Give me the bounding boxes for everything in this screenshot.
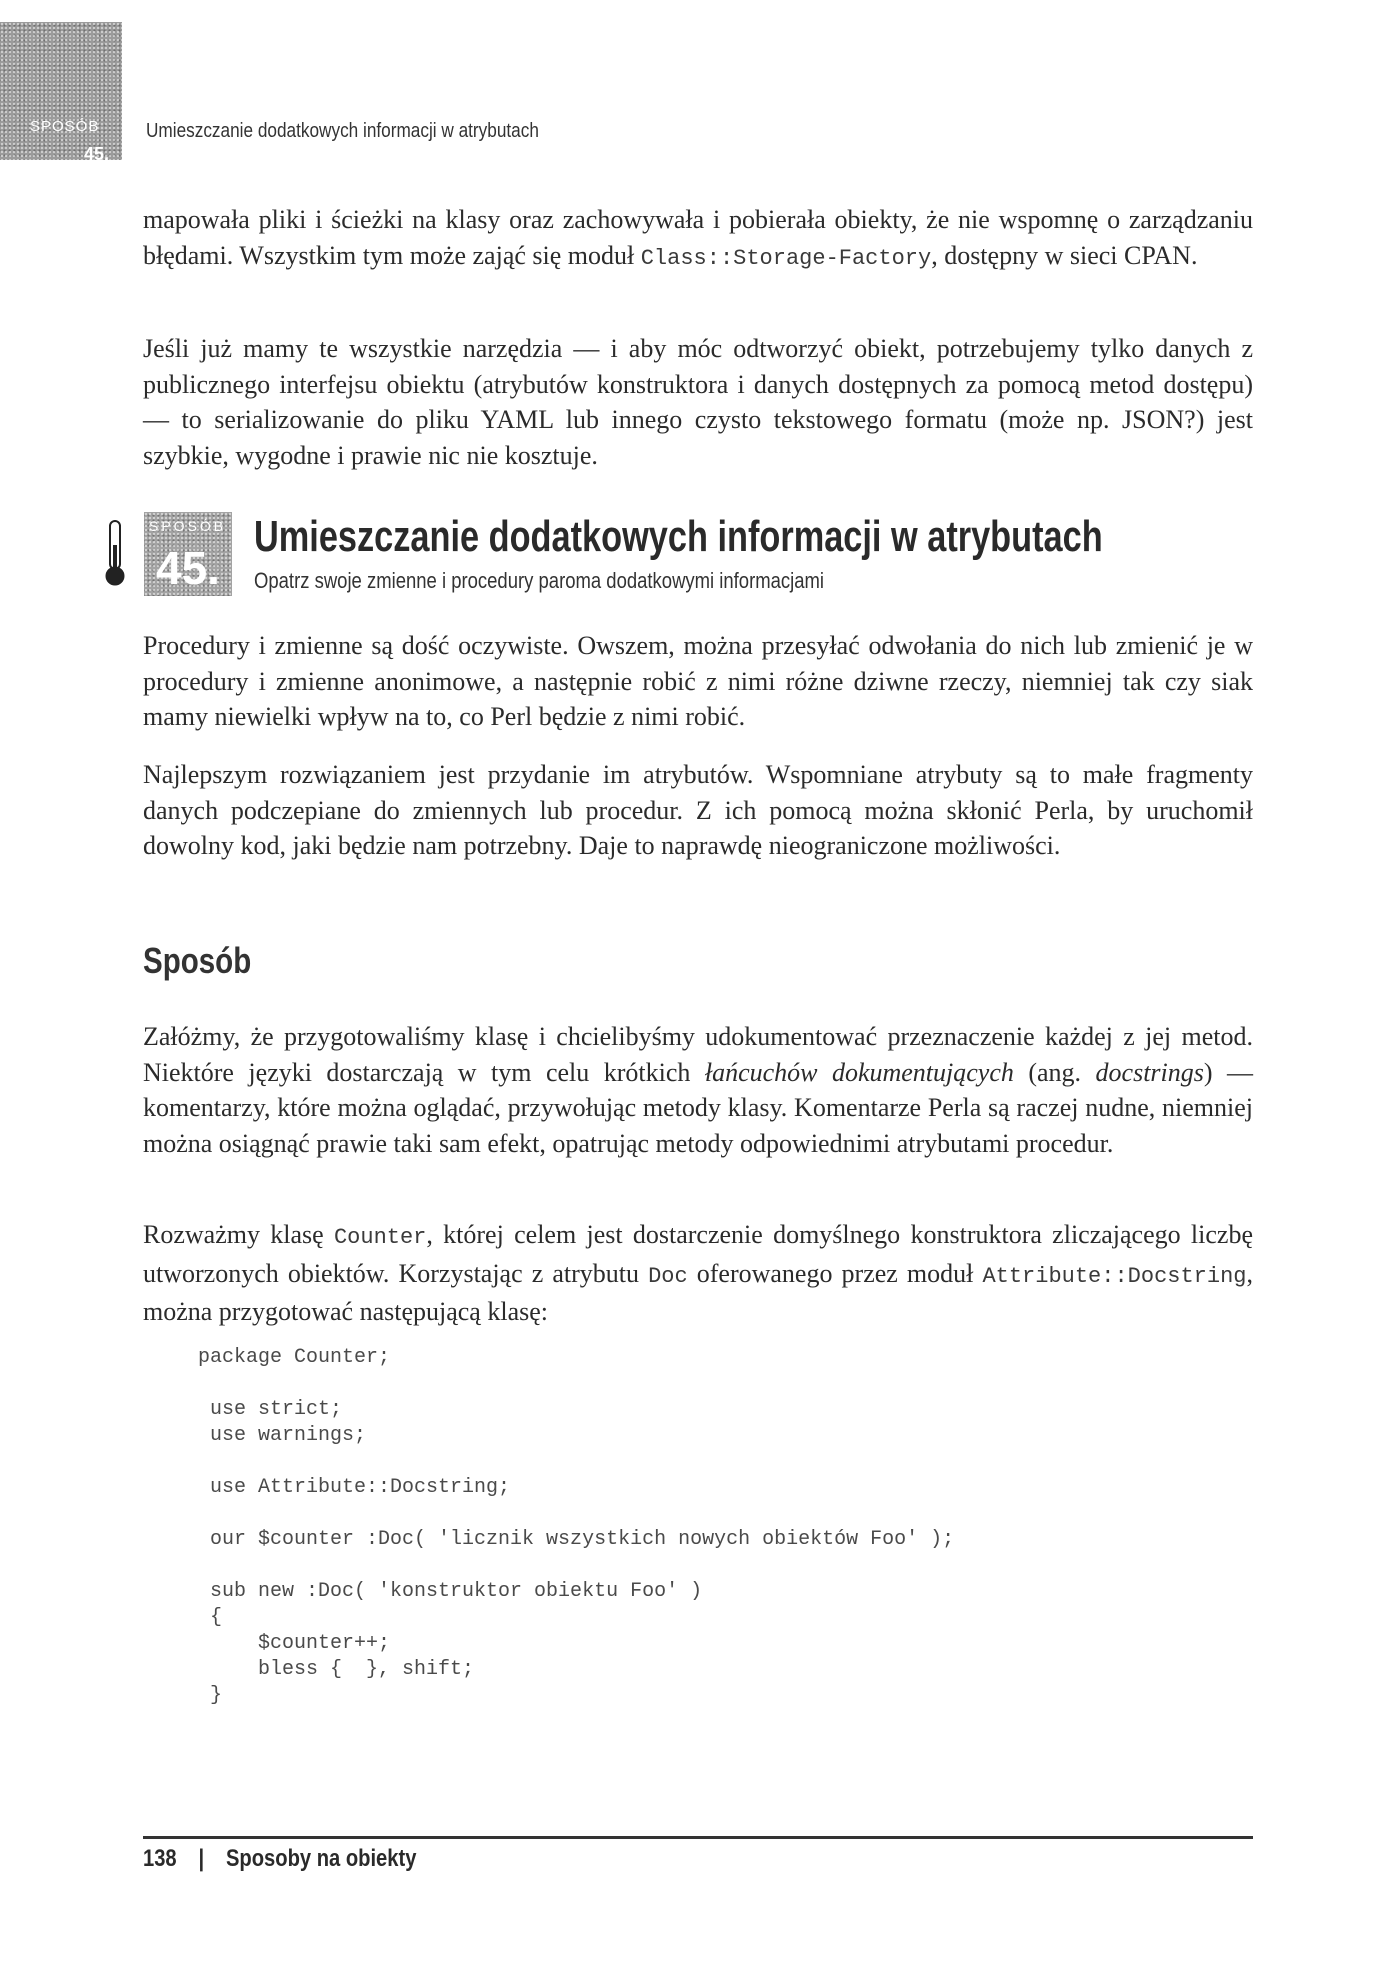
code-line: bless { }, shift; bbox=[198, 1658, 475, 1681]
inline-code: Attribute::Docstring bbox=[982, 1263, 1247, 1289]
hack-badge bbox=[144, 512, 232, 596]
thermometer-icon bbox=[104, 519, 126, 587]
italic-term: łańcuchów dokumentujących bbox=[704, 1057, 1014, 1087]
tab-number: 45. bbox=[84, 144, 110, 164]
code-line: $counter++; bbox=[198, 1632, 391, 1655]
code-line bbox=[198, 1553, 954, 1579]
code-line: use Attribute::Docstring; bbox=[198, 1476, 511, 1499]
body-paragraph-2: Najlepszym rozwiązaniem jest przydanie im atrybutów. Wspomniane atrybuty są to małe fragmenty danych podczepiane do zmiennych lub procedur. Z ich pomocą można skłonić Perla, by uruchomił dowolny kod, jaki będzie nam potrzebny. Daje to naprawdę nieograniczone możliwości. bbox=[143, 760, 1253, 860]
running-title: Umieszczanie dodatkowych informacji w atrybutach bbox=[146, 120, 539, 142]
code-line: use warnings; bbox=[198, 1424, 367, 1447]
code-line: } bbox=[198, 1684, 223, 1707]
italic-term: docstrings bbox=[1095, 1057, 1204, 1087]
section-heading: Sposób bbox=[143, 940, 252, 981]
section-paragraph-2: Rozważmy klasę Counter, której celem jest dostarczenie domyślnego konstruktora zliczającego liczbę utworzonych obiektów. Korzystając z atrybutu Doc oferowanego przez moduł Attribute::Docstring, można przygotować następującą klasę: bbox=[143, 1220, 1253, 1326]
book-title: Sposoby na obiekty bbox=[225, 1845, 417, 1872]
section-paragraph-1: Załóżmy, że przygotowaliśmy klasę i chcielibyśmy udokumentować przeznaczenie każdej z jej metod. Niektóre języki dostarczają w tym celu krótkich łańcuchów dokumentujących (ang. docstrings) — komentarzy, które można oglądać, przywołując metody klasy. Komentarze Perla są raczej nudne, niemniej można osiągnąć prawie taki sam efekt, opatrując metody odpowiednimi atrybutami procedur. bbox=[143, 1022, 1253, 1158]
inline-code: Doc bbox=[648, 1263, 688, 1289]
code-line: sub new :Doc( 'konstruktor obiektu Foo' ) bbox=[198, 1580, 703, 1603]
footer-rule bbox=[143, 1836, 1253, 1839]
hack-number: 45. bbox=[156, 542, 220, 594]
body-paragraph-1: Procedury i zmienne są dość oczywiste. Owszem, można przesyłać odwołania do nich lub zmienić je w procedury i zmienne anonimowe, a następnie robić z nimi różne dziwne rzeczy, niemniej tak czy siak mamy niewielki wpływ na to, co Perl będzie z nimi robić. bbox=[143, 631, 1253, 731]
code-line: use strict; bbox=[198, 1398, 343, 1421]
inline-code: Class::Storage-Factory bbox=[640, 245, 932, 271]
tab-label: SPOSÓB bbox=[30, 118, 100, 135]
intro-paragraph-1: mapowała pliki i ścieżki na klasy oraz zachowywała i pobierała obiekty, że nie wspomnę o zarządzaniu błędami. Wszystkim tym może zająć się moduł Class::Storage-Factory, dostępny w sieci CPAN. bbox=[143, 205, 1253, 271]
inline-code: Counter bbox=[333, 1225, 427, 1250]
hack-subtitle: Opatrz swoje zmienne i procedury paroma dodatkowymi informacjami bbox=[254, 568, 825, 593]
page-number: 138 bbox=[143, 1845, 177, 1872]
code-line: { bbox=[198, 1606, 223, 1629]
code-listing bbox=[198, 1345, 954, 1709]
chapter-tab bbox=[0, 22, 122, 164]
code-line bbox=[198, 1371, 954, 1397]
code-line: package Counter; bbox=[198, 1346, 391, 1369]
intro-paragraph-2: Jeśli już mamy te wszystkie narzędzia — i aby móc odtworzyć obiekt, potrzebujemy tylko danych z publicznego interfejsu obiektu (atrybutów konstruktora i danych dostępnych za pomocą metod dostępu) — to serializowanie do pliku YAML lub innego czysto tekstowego formatu (może np. JSON?) jest szybkie, wygodne i prawie nic nie kosztuje. bbox=[143, 334, 1253, 470]
hack-label: SPOSÓB bbox=[149, 518, 227, 534]
page-footer bbox=[143, 1845, 416, 1873]
code-line: our $counter :Doc( 'licznik wszystkich nowych obiektów Foo' ); bbox=[198, 1528, 955, 1551]
code-line bbox=[198, 1501, 954, 1527]
code-line bbox=[198, 1449, 954, 1475]
footer-separator: | bbox=[198, 1845, 205, 1872]
hack-title: Umieszczanie dodatkowych informacji w atrybutach bbox=[254, 512, 1103, 561]
